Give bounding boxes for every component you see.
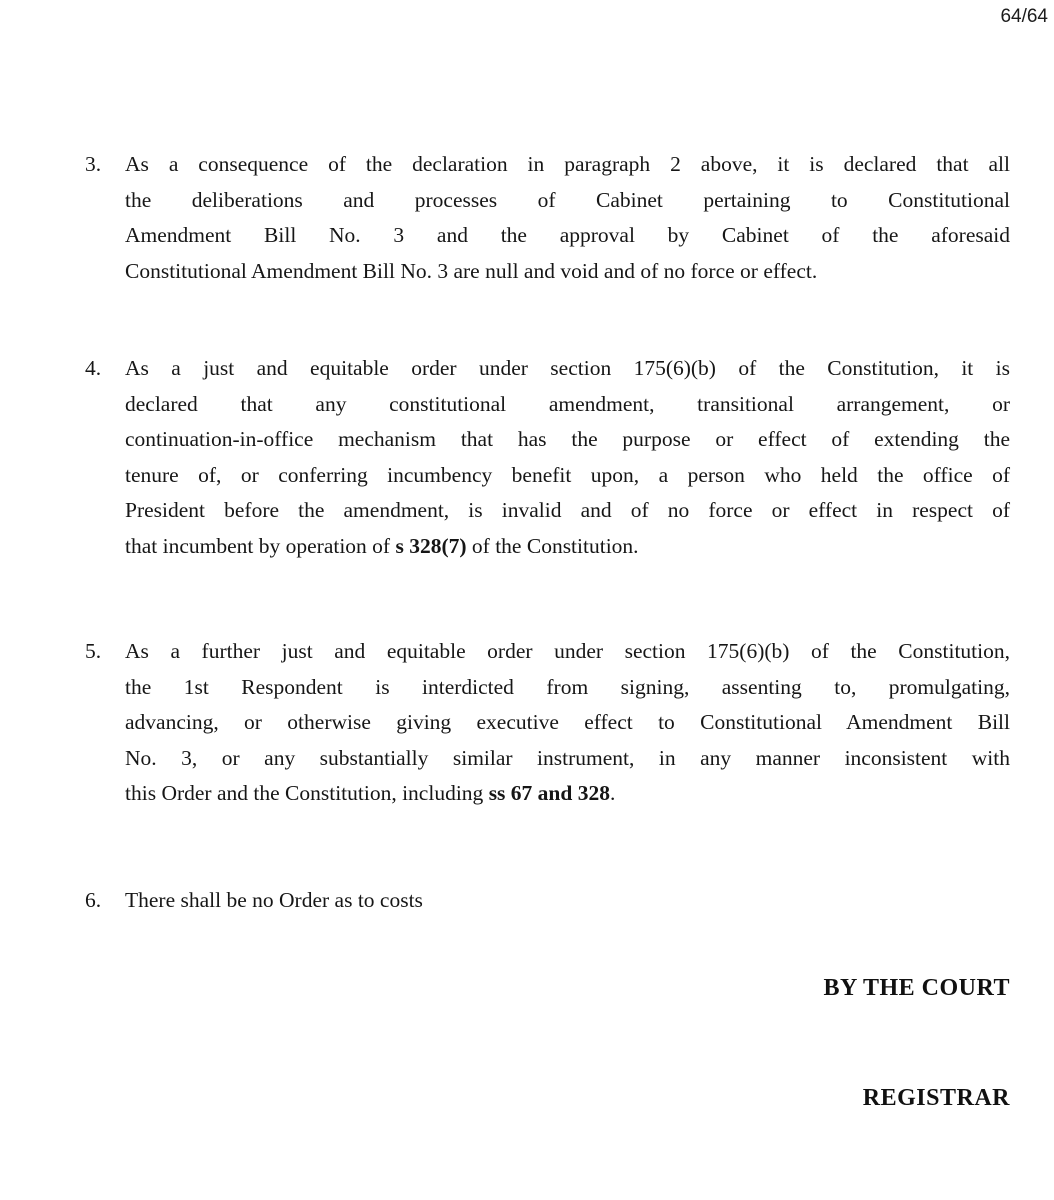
- order-paragraph-3: [85, 147, 1010, 289]
- by-the-court-label: BY THE COURT: [823, 975, 1010, 1001]
- paragraph-line: [125, 776, 1010, 812]
- paragraph-line: [125, 254, 1010, 290]
- page-number-indicator: 64/64: [1000, 6, 1048, 27]
- paragraph-number: 6.: [85, 887, 102, 912]
- line-text: continuation-in-office mechanism that has the purpose or effect of extending the: [125, 427, 1010, 451]
- line-text: the deliberations and processes of Cabinet pertaining to Constitutional: [125, 187, 1010, 212]
- paragraph-text: [125, 147, 1010, 289]
- line-text: declared that any constitutional amendment, transitional arrangement, or: [125, 391, 1010, 416]
- line-text: of the Constitution.: [466, 533, 639, 558]
- order-body: [85, 147, 1010, 1112]
- paragraph-line: [125, 741, 1010, 777]
- line-text: As a further just and equitable order under section 175(6)(b) of the Constitution,: [125, 639, 1010, 663]
- line-text: that incumbent by operation of: [125, 533, 396, 558]
- order-paragraph-4: [85, 351, 1010, 564]
- line-text: No. 3, or any substantially similar instrument, in any manner inconsistent with: [125, 745, 1010, 770]
- paragraph-text: [125, 634, 1010, 812]
- paragraph-line: [125, 529, 1010, 565]
- paragraph-line: [125, 458, 1010, 494]
- paragraph-line: [125, 218, 1010, 254]
- paragraph-number: 5.: [85, 639, 102, 663]
- paragraph-line: [125, 387, 1010, 423]
- paragraph-line: [125, 422, 1010, 458]
- line-text: Amendment Bill No. 3 and the approval by Cabinet of the aforesaid: [125, 223, 1010, 247]
- line-text: As a just and equitable order under section 175(6)(b) of the Constitution, it is: [125, 356, 1010, 380]
- paragraph-line: [125, 183, 1010, 219]
- paragraph-text: [125, 351, 1010, 564]
- paragraph-text: [125, 883, 1010, 919]
- line-text: As a consequence of the declaration in paragraph 2 above, it is declared that all: [125, 152, 1010, 176]
- paragraph-line: [125, 670, 1010, 706]
- statute-reference-bold: s 328(7): [395, 533, 467, 558]
- paragraph-number: 3.: [85, 152, 102, 176]
- line-text: Constitutional Amendment Bill No. 3 are null and void and of no force or effect.: [125, 258, 818, 283]
- paragraph-line: [125, 493, 1010, 529]
- paragraph-line: [125, 705, 1010, 741]
- statute-reference-bold: ss 67 and 328: [488, 781, 610, 805]
- line-text: .: [609, 781, 616, 805]
- paragraph-line: [125, 147, 1010, 183]
- order-paragraph-6: [85, 883, 1010, 919]
- paragraph-line: [125, 634, 1010, 670]
- line-text: tenure of, or conferring incumbency benefit upon, a person who held the office of: [125, 462, 1010, 487]
- order-paragraph-5: [85, 634, 1010, 812]
- paragraph-line: [125, 351, 1010, 387]
- paragraph-line: [125, 883, 1010, 919]
- line-text: the 1st Respondent is interdicted from signing, assenting to, promulgating,: [125, 674, 1010, 699]
- line-text: advancing, or otherwise giving executive effect to Constitutional Amendment Bill: [125, 710, 1010, 734]
- line-text: There shall be no Order as to costs: [125, 887, 423, 912]
- line-text: this Order and the Constitution, including: [125, 781, 489, 805]
- line-text: President before the amendment, is invalid and of no force or effect in respect of: [125, 498, 1010, 522]
- paragraph-number: 4.: [85, 356, 102, 380]
- registrar-label: REGISTRAR: [862, 1085, 1010, 1111]
